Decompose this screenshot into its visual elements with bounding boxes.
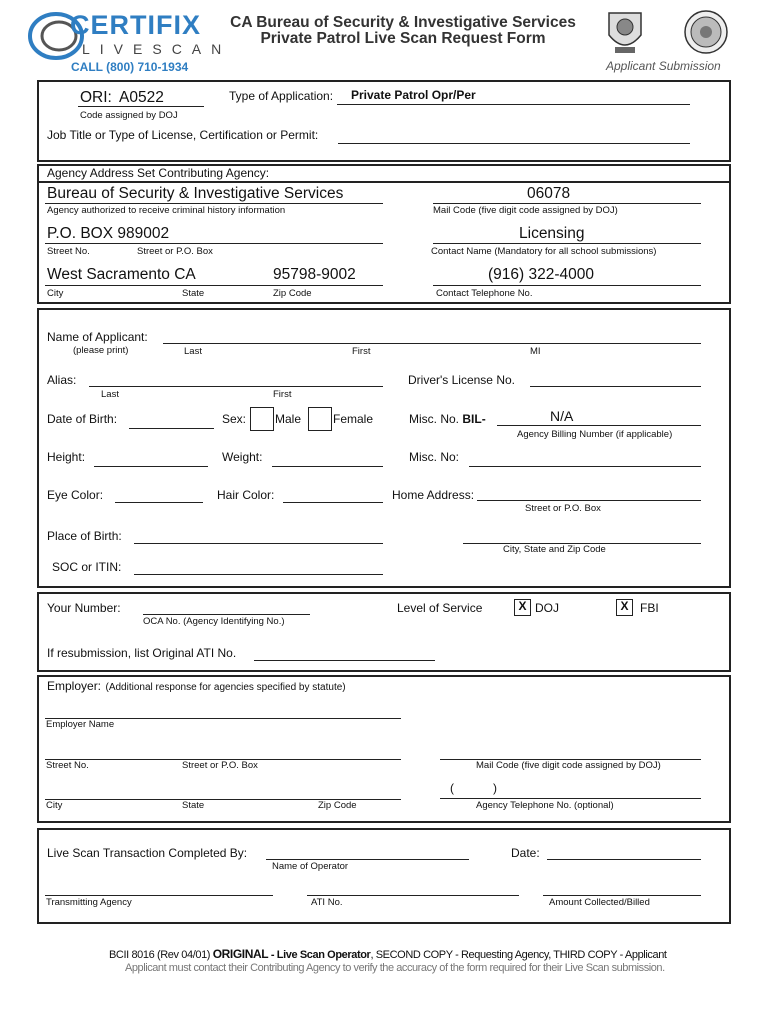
certifix-logo [26,8,232,64]
alias-label: Alias: [47,373,77,387]
employer-street-caption: Street or P.O. Box [182,760,258,771]
home-street-caption: Street or P.O. Box [525,503,601,514]
ori-label: ORI: [80,89,112,106]
form-title-line1: CA Bureau of Security & Investigative Services [230,14,576,31]
section-applicant [37,308,731,588]
operator-caption: Name of Operator [272,861,349,872]
street-no-caption: Street No. [47,246,90,257]
state-caption: State [182,288,205,299]
application-type-label: Type of Application: [229,89,334,103]
city-caption: City [47,288,64,299]
home-address-label: Home Address: [392,488,475,502]
place-of-birth-field[interactable] [134,543,383,544]
other-copies: , SECOND COPY - Requesting Agency, THIRD COPY - Applicant [370,949,667,961]
alias-first-caption: First [273,389,292,400]
logo-brand: CERTIFIX [70,10,202,40]
billing-field[interactable] [497,425,701,426]
oca-caption: OCA No. (Agency Identifying No.) [143,616,285,627]
last-caption: Last [184,346,202,357]
bil-prefix: BIL- [462,412,486,426]
ati-field[interactable] [307,895,519,896]
ori-caption: Code assigned by DOJ [80,110,178,121]
logo-sub: LIVESCAN [82,41,232,57]
contact-phone-caption: Contact Telephone No. [436,288,533,299]
ori-value[interactable]: A0522 [119,89,164,106]
contact-name[interactable]: Licensing [519,225,585,242]
transmitting-agency-field[interactable] [45,895,273,896]
weight-label: Weight: [222,450,263,464]
employer-heading [47,677,346,695]
section-live-scan [37,828,731,924]
application-type-value[interactable]: Private Patrol Opr/Per [351,88,476,102]
employer-phone-field[interactable] [440,798,701,799]
employer-zip-caption: Zip Code [318,800,357,811]
misc-no2-field[interactable] [469,466,701,467]
soc-itin-label: SOC or ITIN: [52,560,122,574]
female-checkbox[interactable] [308,407,332,431]
original-label: ORIGINAL [212,947,269,961]
level-of-service-label: Level of Service [397,601,483,615]
applicant-name-field[interactable] [163,343,701,344]
amount-field[interactable] [543,895,701,896]
home-address-field[interactable] [477,500,701,501]
agency-caption: Agency authorized to receive criminal history information [47,205,286,216]
agency-heading: Agency Address Set Contributing Agency: [47,166,270,180]
alias-last-caption: Last [101,389,119,400]
fbi-label: FBI [640,601,659,615]
soc-itin-field[interactable] [134,574,383,575]
date-label: Date: [511,846,540,860]
employer-label: Employer: [47,679,102,693]
form-id: BCII 8016 (Rev 04/01) [109,949,211,961]
consumer-affairs-seal-icon [603,9,647,57]
call-number[interactable]: CALL (800) 710-1934 [71,60,189,74]
employer-street-no-caption: Street No. [46,760,89,771]
employer-mail-code-caption: Mail Code (five digit code assigned by DOJ) [476,760,661,771]
job-title-label: Job Title or Type of License, Certification or Permit: [47,128,319,142]
resubmission-field[interactable] [254,660,435,661]
agency-zip[interactable]: 95798-9002 [273,266,356,283]
height-field[interactable] [94,466,208,467]
height-label: Height: [47,450,86,464]
footer-copies [109,947,667,961]
transmitting-caption: Transmitting Agency [46,897,132,908]
misc-no-text: Misc. No. [409,412,460,426]
agency-city-state[interactable]: West Sacramento CA [47,266,196,283]
street-caption: Street or P.O. Box [137,246,213,257]
first-caption: First [352,346,371,357]
billing-caption: Agency Billing Number (if applicable) [517,429,673,440]
misc-no-label [409,412,486,426]
female-label: Female [333,412,374,426]
please-print: (please print) [73,345,129,356]
male-checkbox[interactable] [250,407,274,431]
employer-city-caption: City [46,800,63,811]
applicant-name-label: Name of Applicant: [47,330,148,344]
employer-phone-caption: Agency Telephone No. (optional) [476,800,614,811]
employer-name-caption: Employer Name [46,719,115,730]
dob-label: Date of Birth: [47,412,118,426]
agency-street[interactable]: P.O. BOX 989002 [47,225,170,242]
amount-caption: Amount Collected/Billed [549,897,650,908]
hair-color-label: Hair Color: [217,488,275,502]
hair-color-field[interactable] [283,502,383,503]
mail-code-caption: Mail Code (five digit code assigned by DOJ) [433,205,618,216]
sex-label: Sex: [222,412,247,426]
ati-caption: ATI No. [311,897,343,908]
operator-field[interactable] [266,859,469,860]
applicant-submission: Applicant Submission [606,59,721,73]
job-title-field[interactable] [338,143,690,144]
doj-label: DOJ [535,601,559,615]
employer-note: (Additional response for agencies specified by statute) [105,682,346,693]
phone-paren-open: ( [450,781,454,795]
eye-color-field[interactable] [115,502,203,503]
dob-field[interactable] [129,428,214,429]
footer-note: Applicant must contact their Contributing Agency to verify the accuracy of the form required for their Live Scan submission. [125,962,665,974]
doj-checkbox[interactable]: X [514,599,531,616]
operator-copy: - Live Scan Operator [270,949,371,961]
date-field[interactable] [547,859,701,860]
resubmission-label: If resubmission, list Original ATI No. [47,646,237,660]
phone-paren-close: ) [493,781,497,795]
eye-color-label: Eye Color: [47,488,104,502]
billing-value[interactable]: N/A [550,408,574,424]
contact-phone[interactable]: (916) 322-4000 [488,266,594,283]
california-seal-icon [683,9,729,55]
weight-field[interactable] [272,466,383,467]
completed-by-label: Live Scan Transaction Completed By: [47,846,248,860]
section-employer [37,675,731,823]
mail-code[interactable]: 06078 [527,185,571,202]
drivers-license-label: Driver's License No. [408,373,515,387]
your-number-label: Your Number: [47,601,121,615]
mi-caption: MI [530,346,541,357]
alias-field[interactable] [89,386,383,387]
drivers-license-field[interactable] [530,386,701,387]
city-state-zip-caption: City, State and Zip Code [503,544,606,555]
employer-state-caption: State [182,800,205,811]
agency-name[interactable]: Bureau of Security & Investigative Services [47,185,344,202]
fbi-checkbox[interactable]: X [616,599,633,616]
male-label: Male [275,412,302,426]
form-title-line2: Private Patrol Live Scan Request Form [260,30,546,47]
misc-no2-label: Misc. No: [409,450,460,464]
zip-caption: Zip Code [273,288,312,299]
place-of-birth-label: Place of Birth: [47,529,122,543]
contact-name-caption: Contact Name (Mandatory for all school submissions) [431,246,657,257]
your-number-field[interactable] [143,614,310,615]
